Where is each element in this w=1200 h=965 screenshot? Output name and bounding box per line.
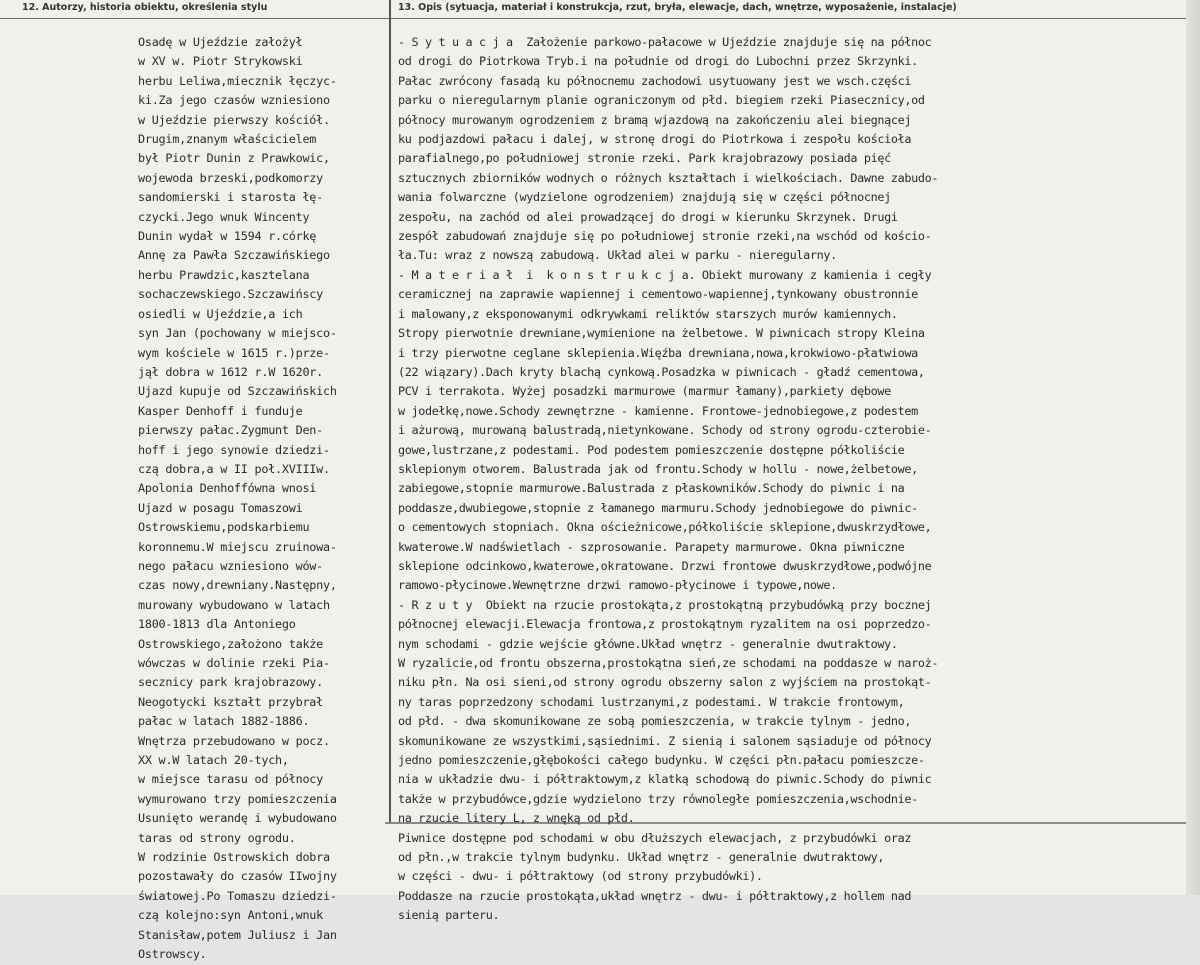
description-text: - S y t u a c j a Założenie parkowo-pałacowe w Ujeździe znajduje się na północ od drogi do Piotrkowa Tryb.i na południe od drogi do Lubochni przez Skrzynki. Pałac zwrócony fasadą ku północnemu zachodowi usytuowany jest we wsch.części parku o nieregularnym planie ograniczonym od płd. biegiem rzeki Piasecznicy,od północy murowanym ogrodzeniem z bramą wjazdową na zakończeniu alei biegnącej ku podjazdowi pałacu i dalej, w stronę drogi do Piotrkowa i zespołu kościoła parafialnego,po południowej stronie rzeki. Park krajobrazowy posiada pięć sztucznych zbiorników wodnych o różnych kształtach i wielkościach. Dawne zabudo- wania folwarczne (wydzielone ogrodzeniem) znajdują się w części północnej zespołu, na zachód od alei prowadzącej do drogi w kierunku Skrzynek. Drugi zespół zabudowań znajduje się po południowej stronie rzeki,na wschód od kościo- ła.Tu: wraz z nowszą zabudową. Układ alei w parku - nieregularny. - M a t e r i a ł i k o n s t r u k c j a. Obiekt murowany z kamienia i cegły ceramicznej na zaprawie wapiennej i cementowo-wapiennej,tynkowany obustronnie i malowany,z eksponowanymi odkrywkami reliktów starszych murów kamiennych. Stropy pierwotnie drewniane,wymienione na żelbetowe. W piwnicach stropy Kleina i trzy pierwotne ceglane sklepienia.Więźba drewniana,nowa,krokwiowo-płatwiowa (22 wiązary).Dach kryty blachą cynkową.Posadzka w piwnicach - gładź cementowa, PCV i terrakota. Wyżej posadzki marmurowe (marmur łamany),parkiety dębowe w jodełkę,nowe.Schody zewnętrzne - kamienne. Frontowe-jednobiegowe,z podestem i ażurową, murowaną balustradą,nietynkowane. Schody od strony ogrodu-czterobie- gowe,lustrzane,z podestami. Pod podestem pomieszczenie dostępne półkoliście sklepionym otworem. Balustrada jak od frontu.Schody w hollu - nowe,żelbetowe, zabiegowe,stopnie marmurowe.Balustrada z płaskowników.Schody do piwnic i na poddasze,dwubiegowe,stopnie z łamanego marmuru.Schody jednobiegowe do piwnic- o cementowych stopniach. Okna ościeżnicowe,półkoliście sklepione,dwuskrzydłowe, kwaterowe.W nadświetlach - szprosowanie. Parapety marmurowe. Okna piwniczne sklepione odcinkowo,kwaterowe,okratowane. Drzwi frontowe dwuskrzydłowe,podwójne ramowo-płycinowe.Wewnętrzne drzwi ramowo-płycinowe i typowe,nowe. - R z u t y Obiekt na rzucie prostokąta,z prostokątną przybudówką przy bocznej północnej elewacji.Elewacja frontowa,z prostokątnym ryzalitem na osi poprzedzo- nym schodami - gdzie wejście główne.Układ wnętrz - generalnie dwutraktowy. W ryzalicie,od frontu obszerna,prostokątna sień,ze schodami na poddasze w naroż- niku płn. Na osi sieni,od strony ogrodu obszerny salon z wyjściem na prostokąt- ny taras poprzedzony schodami lustrzanymi,z podestami. W trakcie frontowym, od płd. - dwa skomunikowane ze sobą pomieszczenia, w trakcie tylnym - jedno, skomunikowane ze wszystkimi,sąsiednimi. Z sienią i salonem sąsiaduje od północy jedno pomieszczenie,głębokości całego budynku. W części płn.pałacu pomieszcze- nia w układzie dwu- i półtraktowym,z klatką schodową do piwnic.Schody do piwnic także w przybudówce,gdzie wydzielono trzy równoległe pomieszczenia,wschodnie- na rzucie litery L, z wnęką od płd. Piwnice dostępne pod schodami w obu dłuższych elewacjach, z przybudówki oraz od płn.,w trakcie tylnym budynku. Układ wnętrz - generalnie dwutraktowy, w części - dwu- i półtraktowy (od strony przybudówki). Poddasze na rzucie prostokąta,układ wnętrz - dwu- i półtraktowy,z hollem nad sienią parteru. [398, 35, 939, 923]
section-13-heading: 13. Opis (sytuacja, materiał i konstrukcja, rzut, bryła, elewacje, dach, wnętrze, wyposażenie, instalacje) [398, 2, 957, 13]
section-12-heading: 12. Autorzy, historia obiektu, określenia stylu [22, 2, 268, 13]
history-text: Osadę w Ujeździe założył w XV w. Piotr Strykowski herbu Leliwa,miecznik łęczyc- ki.Za jego czasów wzniesiono w Ujeździe pierwszy kościół. Drugim,znanym właścicielem był Piotr Dunin z Prawkowic, wojewoda brzeski,podkomorzy sandomierski i starosta łę- czycki.Jego wnuk Wincenty Dunin wydał w 1594 r.córkę Annę za Pawła Szczawińskiego herbu Prawdzic,kasztelana sochaczewskiego.Szczawińscy osiedli w Ujeździe,a ich syn Jan (pochowany w miejsco- wym kościele w 1615 r.)prze- jął dobra w 1612 r.W 1620r. Ujazd kupuje od Szczawińskich Kasper Denhoff i funduje pierwszy pałac.Zygmunt Den- hoff i jego synowie dziedzi- czą dobra,a w II poł.XVIIIw. Apolonia Denhoffówna wnosi Ujazd w posagu Tomaszowi Ostrowskiemu,podskarbiemu koronnemu.W miejscu zruinowa- nego pałacu wzniesiono wów- czas nowy,drewniany.Następny, murowany wybudowano w latach 1800-1813 dla Antoniego Ostrowskiego,założono także wówczas w dolinie rzeki Pia- secznicy park krajobrazowy. Neogotycki kształt przybrał pałac w latach 1882-1886. Wnętrza przebudowano w pocz. XX w.W latach 20-tych, w miejsce tarasu od północy wymurowano trzy pomieszczenia Usunięto werandę i wybudowano taras od strony ogrodu. W rodzinie Ostrowskich dobra pozostawały do czasów IIwojny światowej.Po Tomaszu dziedzi- czą kolejno:syn Antoni,wnuk Stanisław,potem Juliusz i Jan Ostrowscy. [138, 35, 337, 962]
page-edge [1186, 0, 1200, 895]
column-divider [389, 0, 391, 822]
